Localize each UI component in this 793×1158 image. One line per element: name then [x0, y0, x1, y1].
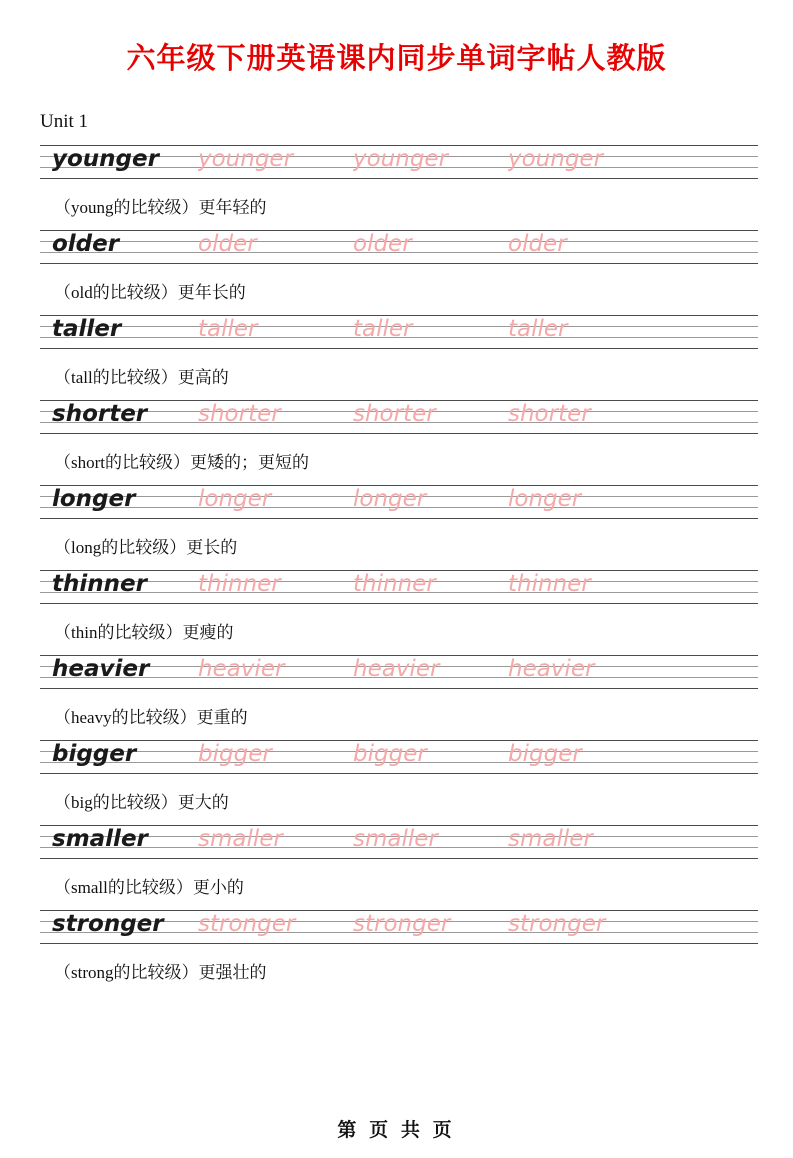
word-trace: smaller [353, 826, 438, 852]
word-block [40, 740, 758, 814]
word-trace: shorter [353, 401, 436, 427]
word-block [40, 145, 758, 219]
writing-guide [40, 740, 758, 774]
word-trace: bigger [198, 741, 272, 767]
word-trace: taller [198, 316, 258, 342]
word-definition: （young的比较级）更年轻的 [54, 198, 267, 217]
word-definition: （tall的比较级）更高的 [54, 368, 229, 387]
word-definition: （small的比较级）更小的 [54, 878, 244, 897]
word-trace: stronger [353, 911, 451, 937]
guide-line [40, 518, 758, 519]
word-block [40, 910, 758, 984]
words-row [40, 312, 758, 346]
writing-guide [40, 485, 758, 519]
word-block [40, 570, 758, 644]
word-sample: shorter [52, 401, 148, 427]
word-trace: longer [508, 486, 582, 512]
word-trace: heavier [198, 656, 285, 682]
word-sample: taller [52, 316, 122, 342]
word-sample: older [52, 231, 120, 257]
word-block [40, 315, 758, 389]
word-definition: （strong的比较级）更强壮的 [54, 963, 267, 982]
word-sample: stronger [52, 911, 164, 937]
word-definition: （old的比较级）更年长的 [54, 283, 246, 302]
word-sample: younger [52, 146, 159, 172]
word-trace: older [198, 231, 257, 257]
page-footer: 第 页 共 页 [337, 1120, 456, 1141]
unit-label: Unit 1 [40, 111, 89, 132]
word-definition: （thin的比较级）更瘦的 [54, 623, 234, 642]
guide-line [40, 858, 758, 859]
guide-line [40, 603, 758, 604]
word-trace: thinner [508, 571, 591, 597]
word-trace: heavier [508, 656, 595, 682]
writing-guide [40, 315, 758, 349]
words-row [40, 737, 758, 771]
word-trace: older [508, 231, 567, 257]
writing-guide [40, 570, 758, 604]
writing-guide [40, 910, 758, 944]
guide-line [40, 433, 758, 434]
words-row [40, 397, 758, 431]
word-sample: longer [52, 486, 136, 512]
word-trace: younger [198, 146, 294, 172]
words-row [40, 907, 758, 941]
word-trace: smaller [508, 826, 593, 852]
word-trace: stronger [508, 911, 606, 937]
word-definition: （short的比较级）更矮的；更短的 [54, 453, 309, 472]
writing-guide [40, 230, 758, 264]
guide-line [40, 178, 758, 179]
word-trace: longer [198, 486, 272, 512]
words-row [40, 652, 758, 686]
word-trace: smaller [198, 826, 283, 852]
worksheet-page [0, 36, 793, 1158]
word-definition: （heavy的比较级）更重的 [54, 708, 248, 727]
word-block [40, 400, 758, 474]
word-list [40, 145, 758, 984]
word-sample: heavier [52, 656, 150, 682]
word-block [40, 655, 758, 729]
word-trace: shorter [508, 401, 591, 427]
word-trace: younger [353, 146, 449, 172]
writing-guide [40, 825, 758, 859]
word-trace: taller [353, 316, 413, 342]
guide-line [40, 773, 758, 774]
guide-line [40, 348, 758, 349]
words-row [40, 227, 758, 261]
word-trace: heavier [353, 656, 440, 682]
word-trace: younger [508, 146, 604, 172]
word-trace: shorter [198, 401, 281, 427]
word-sample: thinner [52, 571, 147, 597]
words-row [40, 142, 758, 176]
word-block [40, 230, 758, 304]
guide-line [40, 688, 758, 689]
words-row [40, 822, 758, 856]
word-block [40, 825, 758, 899]
word-trace: taller [508, 316, 568, 342]
guide-line [40, 943, 758, 944]
word-trace: thinner [353, 571, 436, 597]
word-trace: older [353, 231, 412, 257]
word-block [40, 485, 758, 559]
word-sample: bigger [52, 741, 137, 767]
word-trace: stronger [198, 911, 296, 937]
word-definition: （big的比较级）更大的 [54, 793, 229, 812]
writing-guide [40, 400, 758, 434]
word-trace: bigger [508, 741, 582, 767]
guide-line [40, 263, 758, 264]
page-title: 六年级下册英语课内同步单词字帖人教版 [126, 43, 667, 75]
words-row [40, 482, 758, 516]
words-row [40, 567, 758, 601]
writing-guide [40, 655, 758, 689]
word-trace: longer [353, 486, 427, 512]
word-sample: smaller [52, 826, 148, 852]
word-trace: thinner [198, 571, 281, 597]
writing-guide [40, 145, 758, 179]
word-definition: （long的比较级）更长的 [54, 538, 238, 557]
word-trace: bigger [353, 741, 427, 767]
